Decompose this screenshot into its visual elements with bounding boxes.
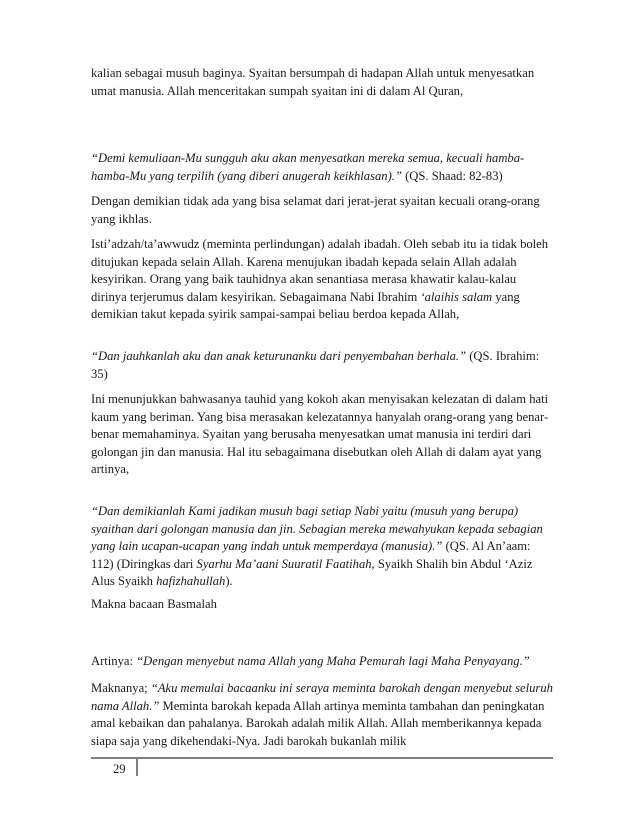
quote-reference: (QS. Al An’aam: 112) (Diringkas dari xyxy=(91,539,531,571)
quote-text: “Dan demikianlah Kami jadikan musuh bagi setiap Nabi yaitu (musuh yang berupa) syaithan dari golongan manusia dan jin. Sebagian mereka mewahyukan kepada sebagian yang lain ucapan-ucapan yang indah untuk memperdaya (manusia).” xyxy=(91,504,543,553)
footer-rule xyxy=(91,757,553,759)
paragraph-text: Dengan demikian tidak ada yang bisa selamat dari jerat-jerat syaitan kecuali orang-orang yang ikhlas. xyxy=(91,194,540,226)
paragraph-text: Isti’adzah/ta’awwudz (meminta perlindungan) adalah ibadah. Oleh sebab itu ia tidak boleh ditujukan kepada selain Allah. Karena menujukan ibadah kepada selain Allah adalah kesyirikan. Orang yang baik tauhidnya akan senantiasa merasa khawatir kalau-kalau dirinya terjerumus dalam kesyirikan. Sebagaimana Nabi Ibrahim xyxy=(91,237,549,304)
paragraph-text: Maknanya; xyxy=(91,681,151,695)
quote-reference: (QS. Ibrahim: 35) xyxy=(91,349,540,381)
section-heading-basmalah xyxy=(91,596,553,614)
honorific-text: ‘alaihis salam xyxy=(420,289,493,304)
heading-text: Makna bacaan Basmalah xyxy=(91,597,217,611)
paragraph-ikhlas xyxy=(91,193,553,228)
paragraph-artinya xyxy=(91,653,553,671)
paragraph-text: Artinya: xyxy=(91,654,137,668)
quote-reference: (QS. Shaad: 82-83) xyxy=(401,168,503,183)
quote-text: “Dan jauhkanlah aku dan anak keturunanku dari penyembahan berhala.” xyxy=(91,349,467,363)
book-title: Syarhu Ma’aani Suuratil Faatihah xyxy=(196,556,372,571)
honorific-text: hafizhahullah xyxy=(156,574,226,588)
quote-shaad xyxy=(91,150,553,185)
quote-reference: , Syaikh Shalih bin Abdul ‘Aziz Alus Syaikh xyxy=(91,556,533,588)
quote-text: “Dengan menyebut nama Allah yang Maha Pemurah lagi Maha Penyayang.” xyxy=(136,654,530,668)
quote-ibrahim xyxy=(91,348,553,383)
paragraph-text: yang demikian takut kepada syirik sampai-sampai beliau berdoa kepada Allah, xyxy=(91,289,520,321)
quote-text: “Aku memulai bacaanku ini seraya meminta barokah dengan menyebut seluruh nama Allah.” xyxy=(91,681,553,713)
paragraph-syaitan-oath xyxy=(91,65,553,100)
paragraph-maknanya xyxy=(91,680,553,750)
paragraph-tauhid xyxy=(91,391,553,479)
paragraph-istiadzah xyxy=(91,236,553,324)
quote-anaam xyxy=(91,503,553,591)
page-number: 29 xyxy=(113,762,126,776)
page-number-divider xyxy=(136,759,138,776)
paragraph-text: Ini menunjukkan bahwasanya tauhid yang kokoh akan menyisakan kelezatan di dalam hati kaum yang beriman. Yang bisa merasakan kelezatannya hanyalah orang-orang yang benar-benar memahaminya. Syaitan yang berusaha menyesatkan umat manusia ini terdiri dari golongan jin dan manusia. Hal itu sebagaimana disebutkan oleh Allah di dalam ayat yang artinya, xyxy=(91,392,549,476)
quote-text: “Demi kemuliaan-Mu sungguh aku akan menyesatkan mereka semua, kecuali hamba-hamba-Mu yang terpilih (yang diberi anugerah keikhlasan).” xyxy=(91,151,525,183)
paragraph-text: Meminta barokah kepada Allah artinya meminta tambahan dan peningkatan amal kebaikan dan pahalanya. Barokah adalah milik Allah. Allah memberikannya kepada siapa saja yang dikehendaki-Nya. Jadi barokah bukanlah milik xyxy=(91,698,545,748)
quote-reference: ). xyxy=(225,574,233,588)
paragraph-text: kalian sebagai musuh baginya. Syaitan bersumpah di hadapan Allah untuk menyesatkan umat manusia. Allah menceritakan sumpah syaitan ini di dalam Al Quran, xyxy=(91,66,535,98)
